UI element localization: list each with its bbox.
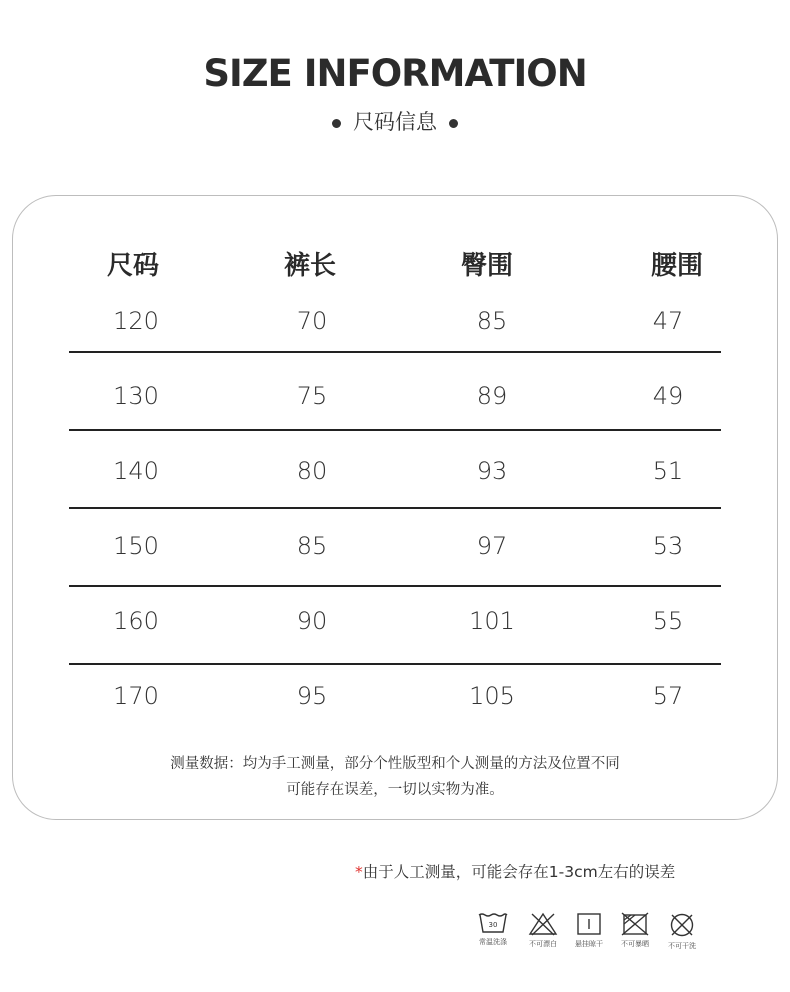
table-cell: 130 <box>113 382 159 410</box>
table-cell: 97 <box>476 532 508 560</box>
bullet-dot-icon <box>332 119 341 128</box>
table-cell: 93 <box>476 457 508 485</box>
table-cell: 140 <box>113 457 159 485</box>
care-label: 不可干洗 <box>668 942 696 950</box>
header-length: 裤长 <box>283 251 336 281</box>
table-cell: 120 <box>113 307 159 335</box>
table-cell: 47 <box>652 307 684 335</box>
row-divider <box>69 507 721 509</box>
header-waist: 腰围 <box>650 251 703 281</box>
table-cell: 95 <box>296 682 328 710</box>
table-cell: 49 <box>652 382 684 410</box>
table-cell: 85 <box>296 532 328 560</box>
table-cell: 70 <box>296 307 328 335</box>
no-sun-icon <box>621 912 649 936</box>
subtitle-text: 尺码信息 <box>353 110 437 134</box>
bullet-dot-icon <box>449 119 458 128</box>
no-dryclean-icon <box>668 912 696 938</box>
measurement-note: 测量数据：均为手工测量，部分个性版型和个人测量的方法及位置不同 <box>170 756 620 772</box>
row-divider <box>69 663 721 665</box>
asterisk: * <box>355 863 363 881</box>
hang-dry-icon <box>576 912 602 936</box>
care-item-no-dryclean <box>652 912 712 951</box>
table-cell: 51 <box>652 457 684 485</box>
table-cell: 55 <box>652 607 684 635</box>
table-cell: 90 <box>296 607 328 635</box>
header-size: 尺码 <box>106 251 159 281</box>
row-divider <box>69 351 721 353</box>
table-cell: 75 <box>296 382 328 410</box>
table-cell: 85 <box>476 307 508 335</box>
measurement-note-2: 可能存在误差，一切以实物为准。 <box>286 782 504 798</box>
table-cell: 89 <box>476 382 508 410</box>
table-cell: 101 <box>469 607 515 635</box>
error-note-text: 由于人工测量，可能会存在1-3cm左右的误差 <box>362 863 676 881</box>
care-label: 悬挂晾干 <box>575 940 603 948</box>
table-cell: 105 <box>469 682 515 710</box>
wash-temp: 30 <box>488 921 498 929</box>
error-note <box>355 860 675 882</box>
care-label: 常温洗涤 <box>479 938 507 946</box>
table-cell: 160 <box>113 607 159 635</box>
table-cell: 170 <box>113 682 159 710</box>
page-subtitle <box>0 106 790 136</box>
care-label: 不可暴晒 <box>621 940 649 948</box>
row-divider <box>69 429 721 431</box>
wash-30-icon <box>477 912 509 934</box>
table-cell: 150 <box>113 532 159 560</box>
header-hip: 臀围 <box>460 251 513 281</box>
row-divider <box>69 585 721 587</box>
care-label: 不可漂白 <box>529 940 557 948</box>
table-cell: 80 <box>296 457 328 485</box>
page-title: SIZE INFORMATION <box>203 52 587 95</box>
table-cell: 53 <box>652 532 684 560</box>
table-cell: 57 <box>652 682 684 710</box>
no-bleach-icon <box>528 912 558 936</box>
